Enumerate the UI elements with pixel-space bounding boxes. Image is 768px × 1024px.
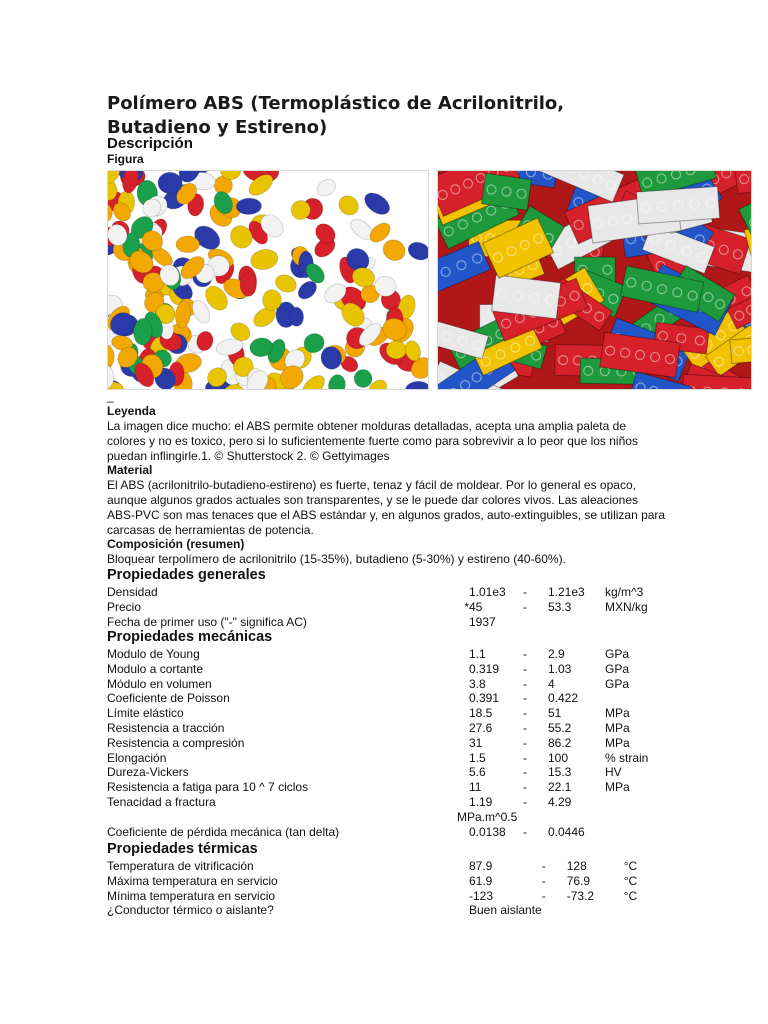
document-title: Polímero ABS (Termoplástico de Acrilonitrilo, Butadieno y Estireno): [107, 93, 565, 138]
property-low-value: 61.9: [469, 873, 493, 888]
range-dash: -: [541, 888, 546, 903]
leyenda-section: [107, 404, 667, 464]
plastic-pellet: [176, 236, 200, 253]
property-unit: MPa.m^0.5: [457, 809, 518, 824]
range-dash: -: [523, 720, 527, 735]
generales-table: [107, 585, 665, 629]
leyenda-heading: Leyenda: [107, 404, 156, 418]
property-low-value: 0.391: [469, 691, 500, 706]
estimate-marker: [451, 751, 469, 766]
property-unit: [605, 795, 665, 810]
property-high-value: 15.3: [548, 765, 572, 780]
property-name: Coeficiente de pérdida mecánica (tan delta): [107, 824, 340, 839]
property-row: [107, 662, 665, 677]
property-row: [107, 615, 665, 630]
property-low-value: Buen aislante: [469, 903, 542, 918]
composicion-section: [107, 537, 667, 567]
estimate-marker: [451, 677, 469, 692]
estimate-marker: [451, 795, 469, 810]
property-unit: [605, 691, 665, 706]
composicion-text: Bloquear terpolímero de acrilonitrilo (15-35%), butadieno (5-30%) y estireno (40-60%).: [107, 552, 566, 566]
leyenda-text: La imagen dice mucho: el ABS permite obtener molduras detalladas, acepta una amplia paleta de colores y no es toxico, pero si lo suficientemente fuerte como para sobrevivir a lo peor que los niños puedan inflingirle.1. © Shutterstock 2. © Gettyimages: [107, 419, 638, 463]
range-dash: -: [523, 750, 527, 765]
property-row: [107, 585, 665, 600]
property-row: [107, 825, 665, 840]
estimate-marker: [451, 903, 469, 918]
property-high-value: 0.0446: [548, 824, 585, 839]
plastic-pellet: [262, 289, 281, 310]
range-dash: -: [523, 676, 527, 691]
property-row: [107, 736, 665, 751]
range-dash: -: [523, 691, 527, 706]
property-name: Modulo a cortante: [107, 661, 204, 676]
property-name: Temperatura de vitrificación: [107, 859, 254, 873]
property-name: Modulo de Young: [107, 647, 200, 661]
property-high-value: 4.29: [548, 794, 572, 809]
plastic-pellet: [240, 273, 257, 297]
property-unit: [605, 615, 665, 630]
range-dash: -: [523, 794, 527, 809]
range-dash: [542, 903, 567, 918]
estimate-marker: [451, 765, 469, 780]
composicion-heading: Composición (resumen): [107, 537, 245, 551]
range-dash: -: [541, 859, 546, 873]
property-low-value: 1.19: [469, 794, 493, 809]
property-row: [107, 706, 665, 721]
range-dash: -: [523, 706, 527, 721]
property-high-value: [548, 615, 605, 630]
property-low-value: 1.01e3: [469, 585, 506, 599]
estimate-marker: [451, 874, 469, 889]
property-row: [107, 903, 684, 918]
property-name: Densidad: [107, 585, 158, 599]
lego-brick: [481, 173, 531, 210]
range-dash: -: [541, 873, 546, 888]
property-row: [107, 677, 665, 692]
property-name: Límite elástico: [107, 706, 184, 721]
property-name: Coeficiente de Poisson: [107, 691, 230, 706]
property-unit: °C: [623, 873, 638, 888]
property-high-value: 0.422: [548, 691, 579, 706]
property-unit: [624, 903, 684, 918]
property-name: Dureza-Vickers: [107, 765, 189, 780]
range-dash: -: [523, 824, 527, 839]
property-low-value: 0.319: [469, 661, 500, 676]
property-name: Resistencia a tracción: [107, 720, 225, 735]
range-dash: [523, 615, 548, 630]
property-unit: [605, 825, 665, 840]
estimate-marker: [451, 585, 469, 600]
property-name: Resistencia a compresión: [107, 735, 245, 750]
property-unit: HV: [605, 765, 622, 780]
property-row: [107, 765, 665, 780]
property-high-value: 1.03: [548, 661, 572, 676]
property-row: [107, 721, 665, 736]
property-unit: MPa: [605, 780, 630, 795]
property-high-value: 2.9: [548, 647, 565, 661]
property-unit: kg/m^3: [605, 585, 644, 599]
property-unit: GPa: [605, 647, 630, 661]
property-low-value: -123: [469, 888, 494, 903]
estimate-marker: [451, 647, 469, 662]
property-unit: MPa: [605, 720, 630, 735]
property-low-value: 3.8: [469, 676, 486, 691]
property-high-value: -73.2: [566, 888, 595, 903]
range-dash: -: [523, 735, 527, 750]
range-dash: -: [523, 647, 527, 661]
property-low-value: 18.5: [469, 706, 493, 721]
property-high-value: 53.3: [548, 599, 572, 614]
termicas-table: [107, 859, 684, 918]
property-row: [107, 647, 665, 662]
property-high-value: 1.21e3: [548, 585, 585, 599]
property-low-value: 27.6: [469, 720, 493, 735]
estimate-marker: [451, 859, 469, 874]
property-name: Precio: [107, 599, 142, 614]
property-name: Máxima temperatura en servicio: [107, 873, 278, 888]
property-row: [107, 751, 665, 766]
property-low-value: 31: [469, 735, 483, 750]
lego-brick: [735, 171, 751, 194]
property-unit: °C: [623, 888, 638, 903]
mecanicas-table: [107, 647, 665, 839]
material-heading: Material: [107, 463, 153, 477]
property-high-value: 128: [566, 859, 587, 873]
range-dash: -: [523, 780, 527, 795]
property-name: Resistencia a fatiga para 10 ^ 7 ciclos: [107, 780, 309, 795]
estimate-marker: [451, 706, 469, 721]
property-unit: % strain: [605, 750, 649, 765]
mecanicas-heading: Propiedades mecánicas: [107, 629, 273, 645]
material-text: El ABS (acrilonitrilo-butadieno-estireno) es fuerte, tenaz y fácil de moldear. Por lo general es opaco, aunque algunos grados actuales son transparentes, y se le puede dar colores vivos. Las aleaciones ABS-PVC son mas tenaces que el ABS estándar y, en algunos grados, auto-extinguibles, se utilizan para carcasas de herramientas de potencia.: [107, 478, 666, 537]
estimate-marker: [451, 691, 469, 706]
property-high-value: 51: [548, 706, 562, 721]
property-unit: GPa: [605, 676, 630, 691]
property-row: [107, 691, 665, 706]
lego-brick: [636, 186, 719, 223]
estimate-marker: [451, 825, 469, 840]
separator-mark: _: [107, 389, 114, 403]
property-unit: GPa: [605, 661, 630, 676]
spacer: [107, 810, 469, 825]
estimate-marker: [451, 780, 469, 795]
lego-bricks-photo: [437, 170, 752, 390]
range-dash: -: [523, 661, 527, 676]
unit-wrap-row: [107, 810, 665, 825]
property-low-value: 1937: [469, 614, 496, 629]
property-high-value: 4: [548, 676, 555, 691]
label-figura: Figura: [107, 152, 144, 166]
estimate-marker: [451, 736, 469, 751]
estimate-marker: [451, 889, 469, 904]
termicas-heading: Propiedades térmicas: [107, 841, 258, 857]
property-low-value: 0.0138: [469, 824, 506, 839]
property-row: [107, 600, 665, 615]
property-high-value: 100: [548, 750, 569, 765]
property-low-value: 11: [469, 780, 482, 795]
property-name: Módulo en volumen: [107, 676, 212, 691]
property-unit: MXN/kg: [605, 599, 648, 614]
property-name: ¿Conductor térmico o aislante?: [107, 903, 274, 918]
property-high-value: [567, 903, 624, 918]
estimate-marker: [451, 721, 469, 736]
property-high-value: 22.1: [548, 780, 572, 795]
estimate-marker: *: [464, 599, 469, 614]
property-high-value: 55.2: [548, 720, 572, 735]
property-low-value: 1.5: [469, 750, 486, 765]
abs-pellets-photo: [107, 170, 429, 390]
property-high-value: 76.9: [566, 873, 591, 888]
range-dash: -: [523, 599, 527, 614]
property-unit: MPa: [605, 735, 630, 750]
property-row: [107, 859, 684, 874]
property-row: [107, 795, 665, 810]
property-low-value: 1.1: [469, 647, 486, 661]
property-name: Tenacidad a fractura: [107, 794, 216, 809]
generales-heading: Propiedades generales: [107, 567, 266, 583]
property-row: [107, 889, 684, 904]
plastic-pellet: [289, 307, 304, 326]
property-unit: °C: [623, 859, 638, 873]
plastic-pellet: [386, 341, 407, 360]
property-name: Fecha de primer uso ("-" significa AC): [107, 614, 307, 629]
property-name: Elongación: [107, 750, 167, 765]
range-dash: -: [523, 765, 527, 780]
estimate-marker: [451, 662, 469, 677]
property-high-value: 86.2: [548, 735, 572, 750]
property-low-value: 45: [469, 599, 483, 614]
property-unit: MPa: [605, 706, 630, 721]
property-name: Mínima temperatura en servicio: [107, 888, 276, 903]
property-low-value: 5.6: [469, 765, 486, 780]
estimate-marker: [451, 615, 469, 630]
material-section: [107, 463, 667, 538]
property-row: [107, 780, 665, 795]
range-dash: -: [523, 585, 527, 599]
section-heading-descripcion: Descripción: [107, 135, 193, 152]
property-low-value: 87.9: [469, 859, 493, 873]
property-row: [107, 874, 684, 889]
lego-brick: [492, 275, 561, 319]
